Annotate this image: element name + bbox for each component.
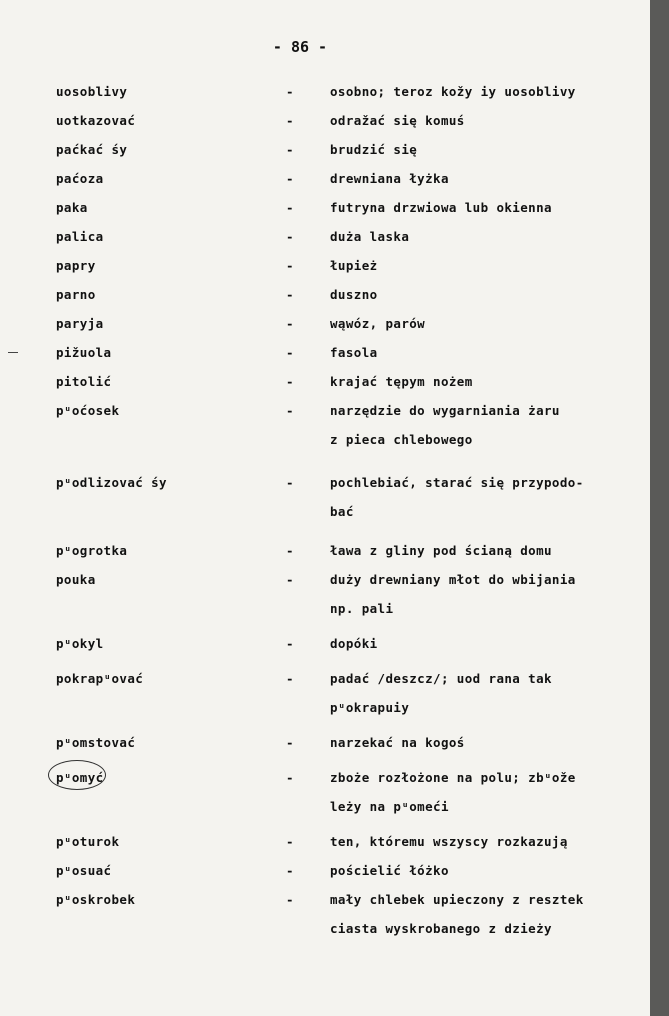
entry-term: pᵘokyl bbox=[56, 636, 104, 651]
entry-line bbox=[0, 665, 650, 694]
glossary-entry bbox=[0, 368, 650, 397]
glossary-entry bbox=[0, 78, 650, 107]
entry-definition: brudzić się bbox=[330, 142, 418, 157]
entry-dash: - bbox=[286, 345, 294, 360]
entry-term: pᵘoskrobek bbox=[56, 892, 136, 907]
glossary-entry bbox=[0, 469, 650, 527]
margin-mark bbox=[8, 352, 18, 353]
entry-definition: wąwóz, parów bbox=[330, 316, 426, 331]
entry-term: pᵘogrotka bbox=[56, 543, 128, 558]
entry-definition: futryna drzwiowa lub okienna bbox=[330, 200, 552, 215]
entry-definition: osobno; teroz kožy iy uosoblivy bbox=[330, 84, 576, 99]
entry-line bbox=[0, 165, 650, 194]
entry-definition: pochlebiać, starać się przypodo- bbox=[330, 475, 584, 490]
entry-dash: - bbox=[286, 834, 294, 849]
entry-definition: np. pali bbox=[330, 601, 394, 616]
entry-dash: - bbox=[286, 572, 294, 587]
entry-term: paćoza bbox=[56, 171, 104, 186]
entry-line bbox=[0, 857, 650, 886]
entry-term: pᵘoćosek bbox=[56, 403, 120, 418]
entry-line bbox=[0, 223, 650, 252]
entry-definition: z pieca chlebowego bbox=[330, 432, 473, 447]
entry-term: pouka bbox=[56, 572, 96, 587]
entry-term: paćkać śy bbox=[56, 142, 128, 157]
entry-definition: padać /deszcz/; uod rana tak bbox=[330, 671, 552, 686]
entry-line bbox=[0, 828, 650, 857]
entry-line bbox=[0, 886, 650, 915]
entry-dash: - bbox=[286, 770, 294, 785]
entry-definition: krajać tępym nożem bbox=[330, 374, 473, 389]
entry-definition: łupież bbox=[330, 258, 378, 273]
entry-line bbox=[0, 397, 650, 426]
entry-line bbox=[0, 537, 650, 566]
entry-line bbox=[0, 764, 650, 793]
entry-line bbox=[0, 281, 650, 310]
entry-term: pokrapᵘovać bbox=[56, 671, 144, 686]
glossary-list bbox=[0, 78, 650, 944]
entry-dash: - bbox=[286, 892, 294, 907]
glossary-entry bbox=[0, 828, 650, 857]
entry-line bbox=[0, 426, 650, 455]
entry-definition: zboże rozłożone na polu; zbᵘože bbox=[330, 770, 576, 785]
entry-dash: - bbox=[286, 475, 294, 490]
entry-dash: - bbox=[286, 636, 294, 651]
glossary-entry bbox=[0, 537, 650, 566]
entry-line bbox=[0, 498, 650, 527]
entry-term: pᵘoturok bbox=[56, 834, 120, 849]
entry-term: palica bbox=[56, 229, 104, 244]
entry-line bbox=[0, 368, 650, 397]
glossary-entry bbox=[0, 281, 650, 310]
entry-dash: - bbox=[286, 229, 294, 244]
glossary-entry bbox=[0, 857, 650, 886]
entry-dash: - bbox=[286, 171, 294, 186]
entry-line bbox=[0, 252, 650, 281]
entry-dash: - bbox=[286, 200, 294, 215]
entry-dash: - bbox=[286, 316, 294, 331]
entry-definition: mały chlebek upieczony z resztek bbox=[330, 892, 584, 907]
entry-definition: duszno bbox=[330, 287, 378, 302]
entry-definition: bać bbox=[330, 504, 354, 519]
entry-line bbox=[0, 339, 650, 368]
glossary-entry bbox=[0, 107, 650, 136]
entry-dash: - bbox=[286, 863, 294, 878]
glossary-entry bbox=[0, 223, 650, 252]
entry-line bbox=[0, 595, 650, 624]
entry-dash: - bbox=[286, 287, 294, 302]
entry-line bbox=[0, 107, 650, 136]
glossary-entry bbox=[0, 886, 650, 944]
entry-term: pitolić bbox=[56, 374, 112, 389]
entry-line bbox=[0, 194, 650, 223]
glossary-entry bbox=[0, 165, 650, 194]
glossary-entry bbox=[0, 665, 650, 723]
entry-definition: dopóki bbox=[330, 636, 378, 651]
entry-term: pᵘomyć bbox=[56, 770, 104, 785]
entry-line bbox=[0, 566, 650, 595]
glossary-entry bbox=[0, 397, 650, 455]
entry-term: pᵘomstovać bbox=[56, 735, 136, 750]
glossary-entry bbox=[0, 339, 650, 368]
entry-definition: duża laska bbox=[330, 229, 410, 244]
entry-dash: - bbox=[286, 113, 294, 128]
entry-definition: leży na pᵘomeći bbox=[330, 799, 449, 814]
page-edge-shadow bbox=[650, 0, 669, 1016]
glossary-entry bbox=[0, 194, 650, 223]
entry-dash: - bbox=[286, 671, 294, 686]
entry-definition: ława z gliny pod ścianą domu bbox=[330, 543, 552, 558]
entry-line bbox=[0, 915, 650, 944]
entry-term: uosoblivy bbox=[56, 84, 128, 99]
glossary-entry bbox=[0, 310, 650, 339]
entry-definition: narzekać na kogoś bbox=[330, 735, 465, 750]
entry-term: papry bbox=[56, 258, 96, 273]
entry-term: paryja bbox=[56, 316, 104, 331]
entry-definition: pᵘokrapuiy bbox=[330, 700, 410, 715]
entry-term: pᵘosuać bbox=[56, 863, 112, 878]
glossary-entry bbox=[0, 252, 650, 281]
entry-line bbox=[0, 136, 650, 165]
entry-definition: odražać się komuś bbox=[330, 113, 465, 128]
entry-line bbox=[0, 78, 650, 107]
entry-line bbox=[0, 310, 650, 339]
entry-definition: fasola bbox=[330, 345, 378, 360]
entry-definition: pościelić łóżko bbox=[330, 863, 449, 878]
glossary-entry bbox=[0, 136, 650, 165]
entry-definition: duży drewniany młot do wbijania bbox=[330, 572, 576, 587]
entry-dash: - bbox=[286, 735, 294, 750]
entry-term: paka bbox=[56, 200, 88, 215]
entry-dash: - bbox=[286, 403, 294, 418]
entry-line bbox=[0, 729, 650, 758]
entry-definition: ciasta wyskrobanego z dzieży bbox=[330, 921, 552, 936]
entry-line bbox=[0, 793, 650, 822]
entry-term: pižuola bbox=[56, 345, 112, 360]
entry-definition: narzędzie do wygarniania żaru bbox=[330, 403, 560, 418]
glossary-entry bbox=[0, 764, 650, 822]
entry-term: pᵘodlizovać śy bbox=[56, 475, 167, 490]
entry-dash: - bbox=[286, 374, 294, 389]
entry-definition: ten, któremu wszyscy rozkazują bbox=[330, 834, 568, 849]
entry-term: uotkazovać bbox=[56, 113, 136, 128]
entry-dash: - bbox=[286, 258, 294, 273]
glossary-entry bbox=[0, 630, 650, 659]
entry-dash: - bbox=[286, 543, 294, 558]
entry-term: parno bbox=[56, 287, 96, 302]
entry-line bbox=[0, 469, 650, 498]
entry-line bbox=[0, 630, 650, 659]
glossary-entry bbox=[0, 729, 650, 758]
entry-dash: - bbox=[286, 84, 294, 99]
entry-dash: - bbox=[286, 142, 294, 157]
entry-definition: drewniana łyżka bbox=[330, 171, 449, 186]
page-number: - 86 - bbox=[272, 38, 328, 56]
entry-line bbox=[0, 694, 650, 723]
glossary-entry bbox=[0, 566, 650, 624]
